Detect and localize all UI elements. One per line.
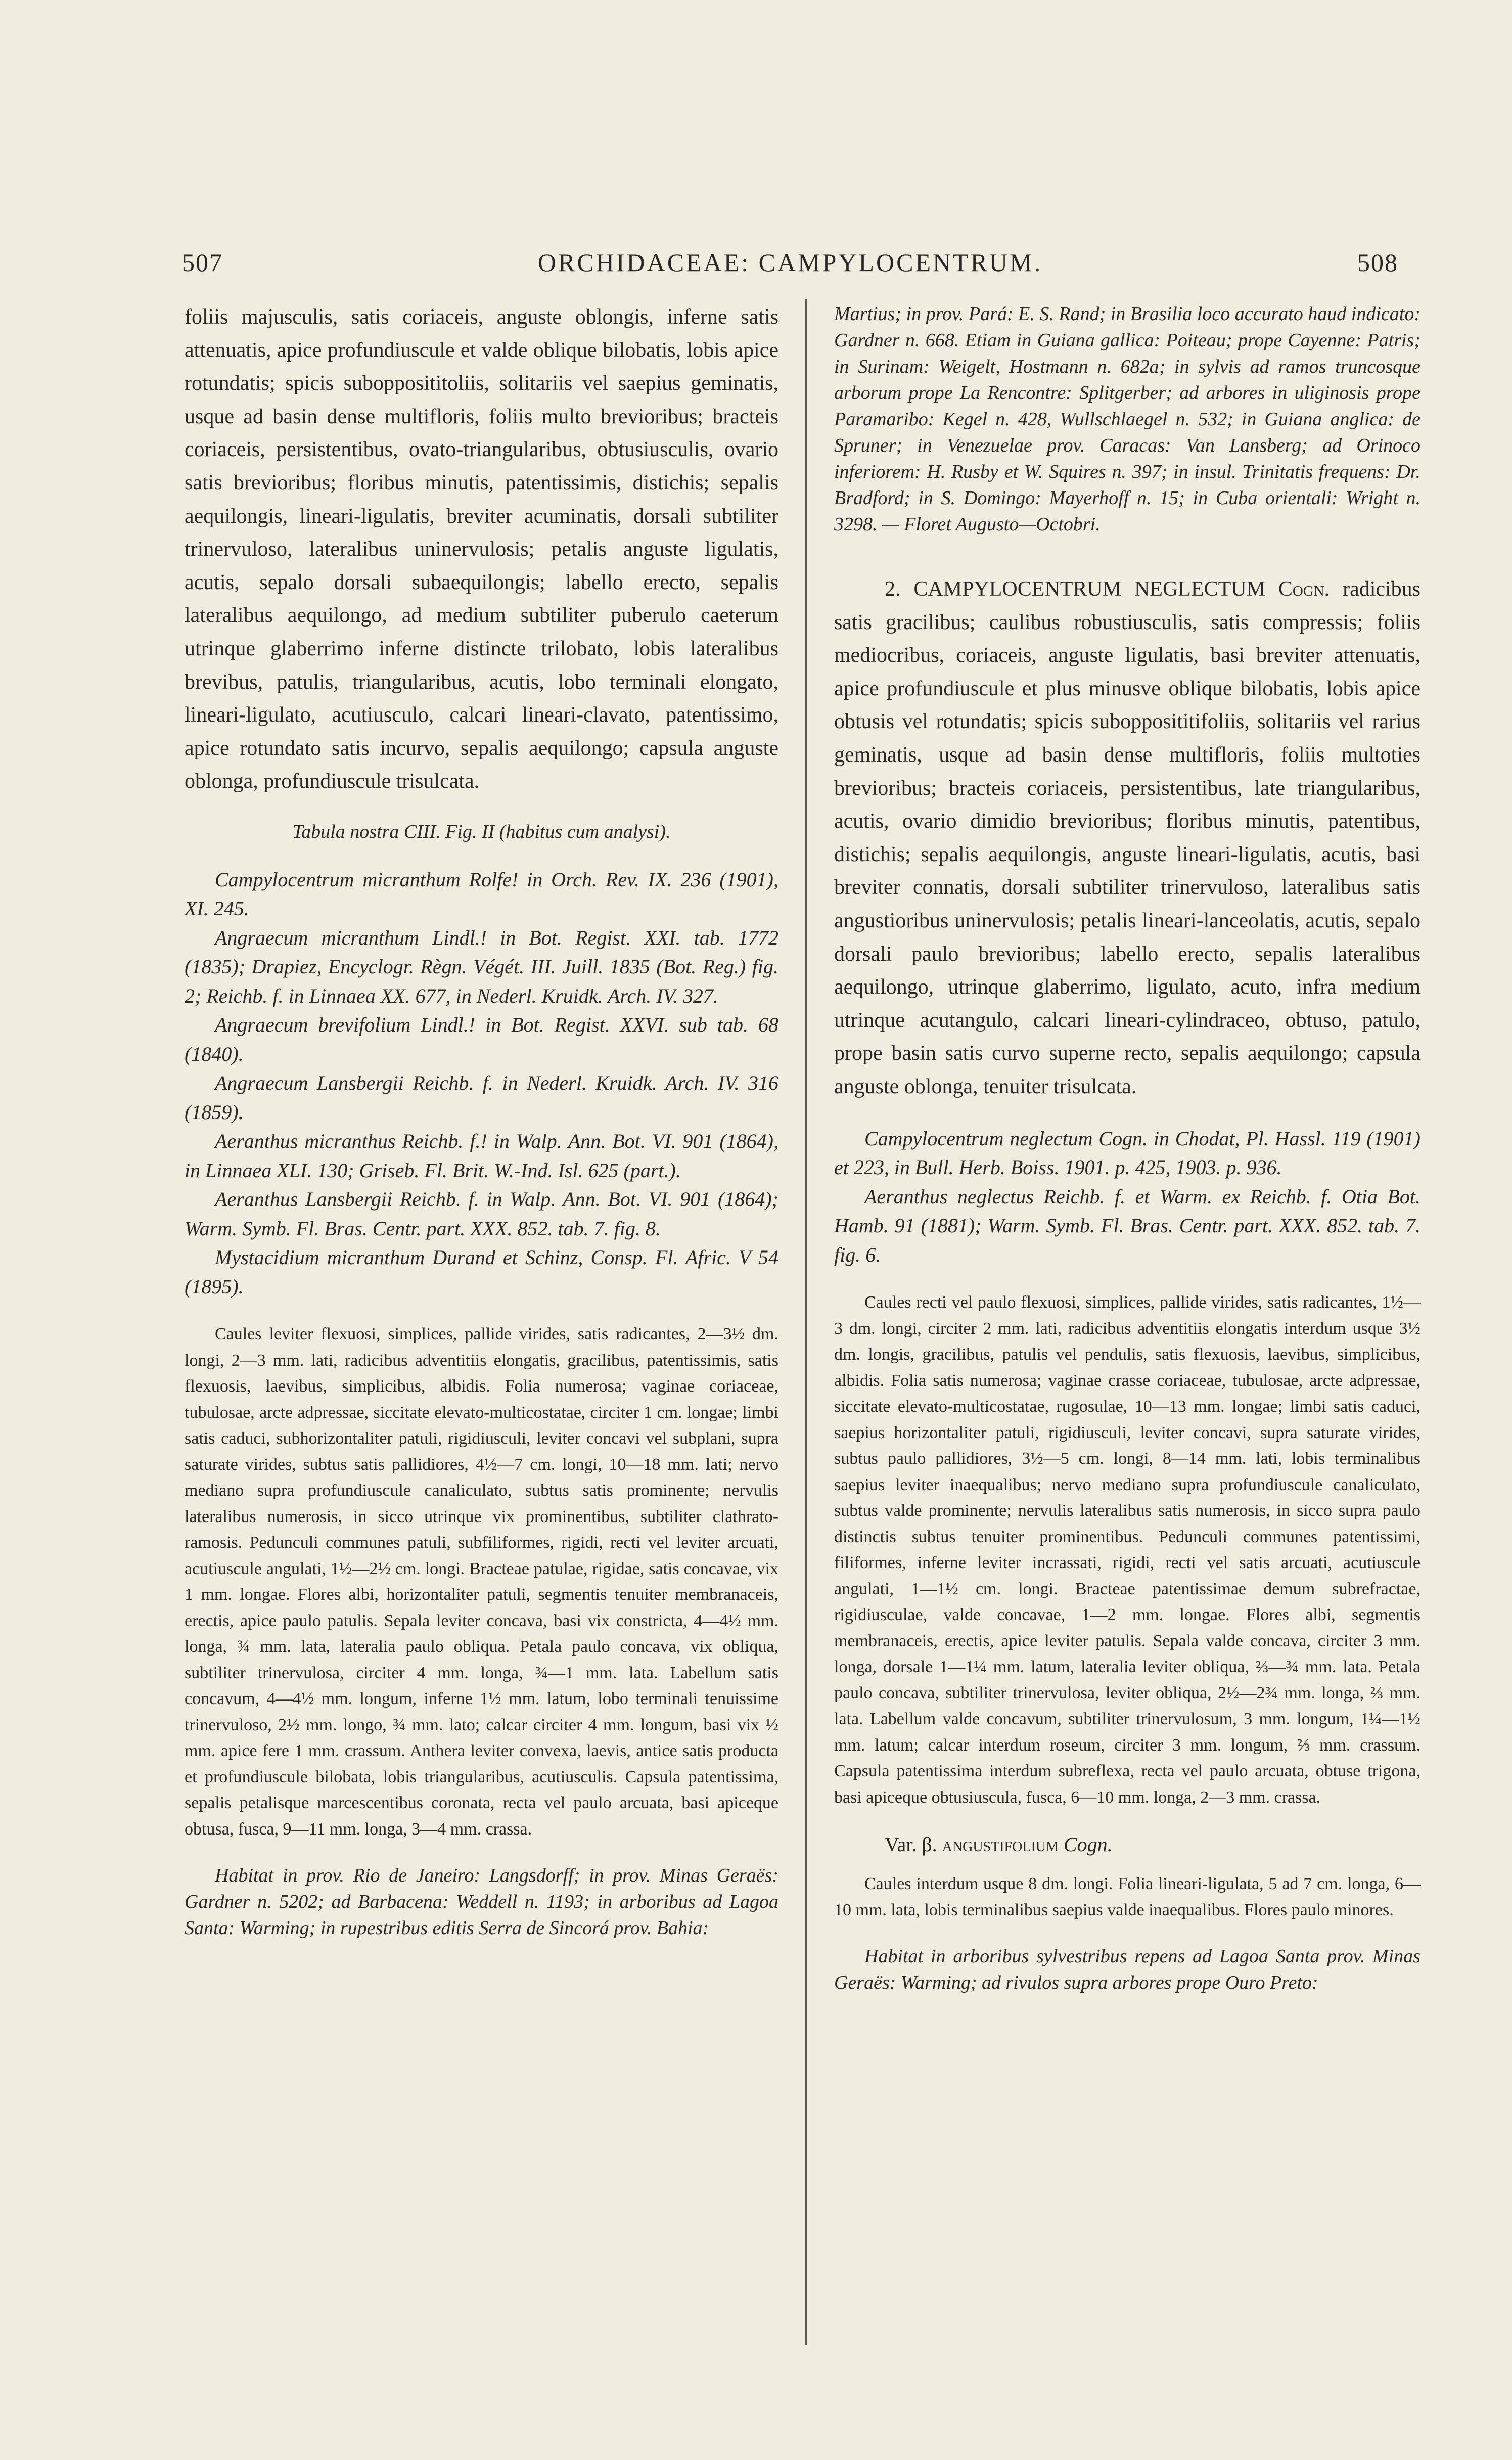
species-description: foliis majusculis, satis coriaceis, anguste oblongis, inferne satis attenuatis, apice profundiuscule et valde oblique bilobatis, lobis apice rotundatis; spicis subopposititoliis, solitariis vel saepius geminatis, usque ad basin dense multifloris, foliis multo brevioribus; bracteis coriaceis, persistentibus, ovato-triangularibus, obtusiusculis, ovario satis brevioribus; floribus minutis, patentissimis, distichis; sepalis aequilongis, lineari-ligulatis, breviter acuminatis, dorsali subtiliter trinervuloso, lateralibus uninervulosis; petalis anguste ligulatis, acutis, sepalo dorsali subaequilongis; labello erecto, sepalis lateralibus aequilongo, ad medium subtiliter puberulo caeterum utrinque glaberrimo inferne distincte trilobato, lobis lateralibus brevibus, patulis, triangularibus, acutis, lobo terminali elongato, lineari-ligulato, acutiusculo, calcari lineari-clavato, patentissimo, apice rotundato satis incurvo, sepalis aequilongo; capsula anguste oblonga, profundiuscule trisulcata.: [185, 305, 778, 793]
synonym-entry: Campylocentrum neglectum Cogn. in Chodat, Pl. Hassl. 119 (1901) et 223, in Bull. Herb. Boiss. 1901. p. 425, 1903. p. 936.: [834, 1127, 1421, 1179]
habitat-continuation: Martius; in prov. Pará: E. S. Rand; in Brasilia loco accurato haud indicato: Gardner n. 668. Etiam in Guiana gallica: Poiteau; prope Cayenne: Patris; in Surinam: Weigelt, Hostmann n. 682a; in sylvis ad ramos truncosque arborum prope La Rencontre: Splitgerber; ad arbores in uliginosis prope Paramaribo: Kegel n. 428, Wullschlaegel n. 532; in Guiana anglica: de Spruner; in Venezuelae prov. Caracas: Van Lansberg; ad Orinoco inferiorem: H. Rusby et W. Squires n. 397; in insul. Trinitatis frequens: Dr. Bradford; in S. Domingo: Mayerhoff n. 15; in Cuba orientali: Wright n. 3298. — Floret Augusto—Octobri.: [834, 303, 1421, 535]
page-number-left: 507: [182, 248, 223, 277]
synonym-entry: Campylocentrum micranthum Rolfe! in Orch. Rev. IX. 236 (1901), XI. 245.: [185, 868, 778, 920]
running-title: ORCHIDACEAE: CAMPYLOCENTRUM.: [537, 248, 1043, 277]
variety-heading: [885, 1830, 1421, 1859]
variety-label: Var. β.: [885, 1833, 937, 1856]
variety-name: angustifolium: [942, 1833, 1059, 1856]
page-header: [182, 248, 1398, 283]
synonym-entry: Angraecum micranthum Lindl.! in Bot. Regist. XXI. tab. 1772 (1835); Drapiez, Encyclogr. Règn. Végét. III. Juill. 1835 (Bot. Reg.) fig. 2; Reichb. f. in Linnaea XX. 677, in Nederl. Kruidk. Arch. IV. 327.: [185, 926, 778, 1007]
variety-description: Caules interdum usque 8 dm. longi. Folia lineari-ligulata, 5 ad 7 cm. longa, 6—10 mm. lata, lobis terminalibus saepius valde inaequalibus. Flores paulo minores.: [834, 1874, 1421, 1919]
synonym-entry: Aeranthus Lansbergii Reichb. f. in Walp. Ann. Bot. VI. 901 (1864); Warm. Symb. Fl. Bras. Centr. part. XXX. 852. tab. 7. fig. 8.: [185, 1188, 778, 1240]
species-entry: [834, 573, 1421, 1104]
synonym-entry: Angraecum brevifolium Lindl.! in Bot. Regist. XXVI. sub tab. 68 (1840).: [185, 1013, 778, 1065]
right-column: [834, 301, 1421, 1996]
morphology-paragraph: Caules recti vel paulo flexuosi, simplices, pallide virides, satis radicantes, 1½—3 dm. longi, circiter 2 mm. lati, radicibus adventitiis elongatis interdum usque 3½ dm. longis, gracilibus, patulis vel pendulis, satis flexuosis, laevibus, simplicibus, albidis. Folia satis numerosa; vaginae crasse coriaceae, tubulosae, arcte adpressae, siccitate elevato-multicostatae, rugosulae, 10—13 mm. longae; limbi satis caduci, saepius horizontaliter patuli, rigidiusculi, leviter concavi, supra saturate virides, subtus paulo pallidiores, 3½—5 cm. longi, 8—14 mm. lati, lobis terminalibus saepius leviter inaequalibus; nervo mediano supra profundiuscule canaliculato, subtus valde prominente; nervulis lateralibus satis numerosis, in sicco supra paulo distinctis subtus tenuiter prominentibus. Pedunculi communes patentissimi, filiformes, inferne leviter incrassati, rigidi, recti vel satis arcuati, acutiuscule angulati, 1—1½ cm. longi. Bracteae patentissimae demum subrefractae, rigidiusculae, valde concavae, 1—2 mm. longae. Flores albi, segmentis membranaceis, erectis, apice leviter patulis. Sepala valde concava, circiter 3 mm. longa, dorsale 1—1¼ mm. latum, lateralia leviter obliqua, ⅔—¾ mm. lata. Petala paulo concava, subtiliter trinervulosa, leviter obliqua, 2½—2¾ mm. longa, ⅔ mm. lata. Labellum valde concavum, subtiliter trinervulosum, 3 mm. longum, 1¼—1½ mm. latum; calcar interdum roseum, circiter 3 mm. longum, ⅔ mm. crassum. Capsula patentissima interdum subreflexa, recta vel paulo arcuata, obtuse trigona, basi apiceque obtusiuscula, fusca, 6—10 mm. longa, 2—3 mm. crassa.: [834, 1293, 1421, 1807]
habitat-paragraph: Habitat in arboribus sylvestribus repens ad Lagoa Santa prov. Minas Geraës: Warming; ad rivulos supra arbores prope Ouro Preto:: [834, 1946, 1421, 1993]
left-column: [185, 301, 778, 1941]
morphology-paragraph: Caules leviter flexuosi, simplices, pallide virides, satis radicantes, 2—3½ dm. longi, 2—3 mm. lati, radicibus adventitiis elongatis, gracilibus, patentissimis, satis flexuosis, laevibus, simplicibus, albidis. Folia numerosa; vaginae coriaceae, tubulosae, arcte adpressae, siccitate elevato-multicostatae, circiter 1 cm. longae; limbi satis caduci, subhorizontaliter patuli, rigidiusculi, leviter concavi vel subplani, supra saturate virides, subtus satis pallidiores, 4½—7 cm. longi, 10—18 mm. lati; nervo mediano supra profundiuscule canaliculato, subtus satis prominente; nervulis lateralibus numerosis, in sicco utrinque vix prominentibus, subtiliter clathrato-ramosis. Pedunculi communes patuli, subfiliformes, rigidi, recti vel leviter arcuati, acutiuscule angulati, 1½—2½ cm. longi. Bracteae patulae, rigidae, satis concavae, vix 1 mm. longae. Flores albi, horizontaliter patuli, segmentis tenuiter membranaceis, erectis, apice paulo patulis. Sepala leviter concava, basi vix constricta, 4—4½ mm. longa, ¾ mm. lata, lateralia paulo obliqua. Petala paulo concava, vix obliqua, subtiliter trinervulosa, circiter 4 mm. longa, ¾—1 mm. lata. Labellum satis concavum, 4—4½ mm. longum, inferne 1½ mm. latum, lobo terminali tenuissime trinervuloso, 2½ mm. longo, ¾ mm. lato; calcar circiter 4 mm. longum, basi vix ½ mm. apice fere 1 mm. crassum. Anthera leviter convexa, laevis, antice satis producta et profundiuscule bilobata, lobis triangularibus, acutiusculis. Capsula patentissima, sepalis petalisque marcescentibus coronata, recta vel paulo arcuata, basi apiceque obtusa, fusca, 9—11 mm. longa, 3—4 mm. crassa.: [185, 1325, 778, 1839]
column-divider: [805, 299, 807, 2345]
synonym-entry: Mystacidium micranthum Durand et Schinz, Consp. Fl. Afric. V 54 (1895).: [185, 1246, 778, 1298]
synonymy-list: [834, 1124, 1421, 1270]
species-author: Cogn.: [1278, 577, 1330, 601]
synonym-entry: Aeranthus micranthus Reichb. f.! in Walp. Ann. Bot. VI. 901 (1864), in Linnaea XLI. 130; Griseb. Fl. Brit. W.-Ind. Isl. 625 (part.).: [185, 1130, 778, 1182]
species-description: radicibus satis gracilibus; caulibus robustiusculis, satis compressis; foliis mediocribus, coriaceis, anguste ligulatis, basi breviter attenuatis, apice profundiuscule et plus minusve oblique bilobatis, lobis apice obtusis vel rotundatis; spicis subopposititifoliis, solitariis vel rarius geminatis, usque ad basin dense multifloris, foliis multoties brevioribus; bracteis coriaceis, persistentibus, late triangularibus, acutis, ovario dimidio brevioribus; floribus minutis, patentibus, distichis; sepalis aequilongis, anguste lineari-ligulatis, acutis, basi breviter connatis, dorsali subtiliter trinervuloso, lateralibus satis angustioribus uninervulosis; petalis lineari-lanceolatis, acutis, sepalo dorsali paulo brevioribus; labello erecto, sepalis lateralibus aequilongo, utrinque glaberrimo, ligulato, acuto, infra medium utrinque acutangulo, calcari lineari-cylindraceo, obtuso, patulo, prope basin satis curvo superne recto, sepalis aequilongo; capsula anguste oblonga, tenuiter trisulcata.: [834, 577, 1421, 1098]
habitat-paragraph: Habitat in prov. Rio de Janeiro: Langsdorff; in prov. Minas Geraës: Gardner n. 5202; ad Barbacena: Weddell n. 1193; in arboribus ad Lagoa Santa: Warming; in rupestribus editis Serra de Sincorá prov. Bahia:: [185, 1865, 778, 1939]
synonym-entry: Angraecum Lansbergii Reichb. f. in Nederl. Kruidk. Arch. IV. 316 (1859).: [185, 1071, 778, 1124]
page-number-right: 508: [1357, 248, 1398, 277]
species-heading: 2. CAMPYLOCENTRUM NEGLECTUM: [885, 577, 1265, 601]
synonym-entry: Aeranthus neglectus Reichb. f. et Warm. ex Reichb. f. Otia Bot. Hamb. 91 (1881); Warm. Symb. Fl. Bras. Centr. part. XXX. 852. tab. 7. fig. 6.: [834, 1185, 1421, 1266]
variety-author: Cogn.: [1063, 1833, 1113, 1856]
plate-reference: Tabula nostra CIII. Fig. II (habitus cum analysi).: [292, 821, 671, 842]
synonymy-list: [185, 865, 778, 1302]
